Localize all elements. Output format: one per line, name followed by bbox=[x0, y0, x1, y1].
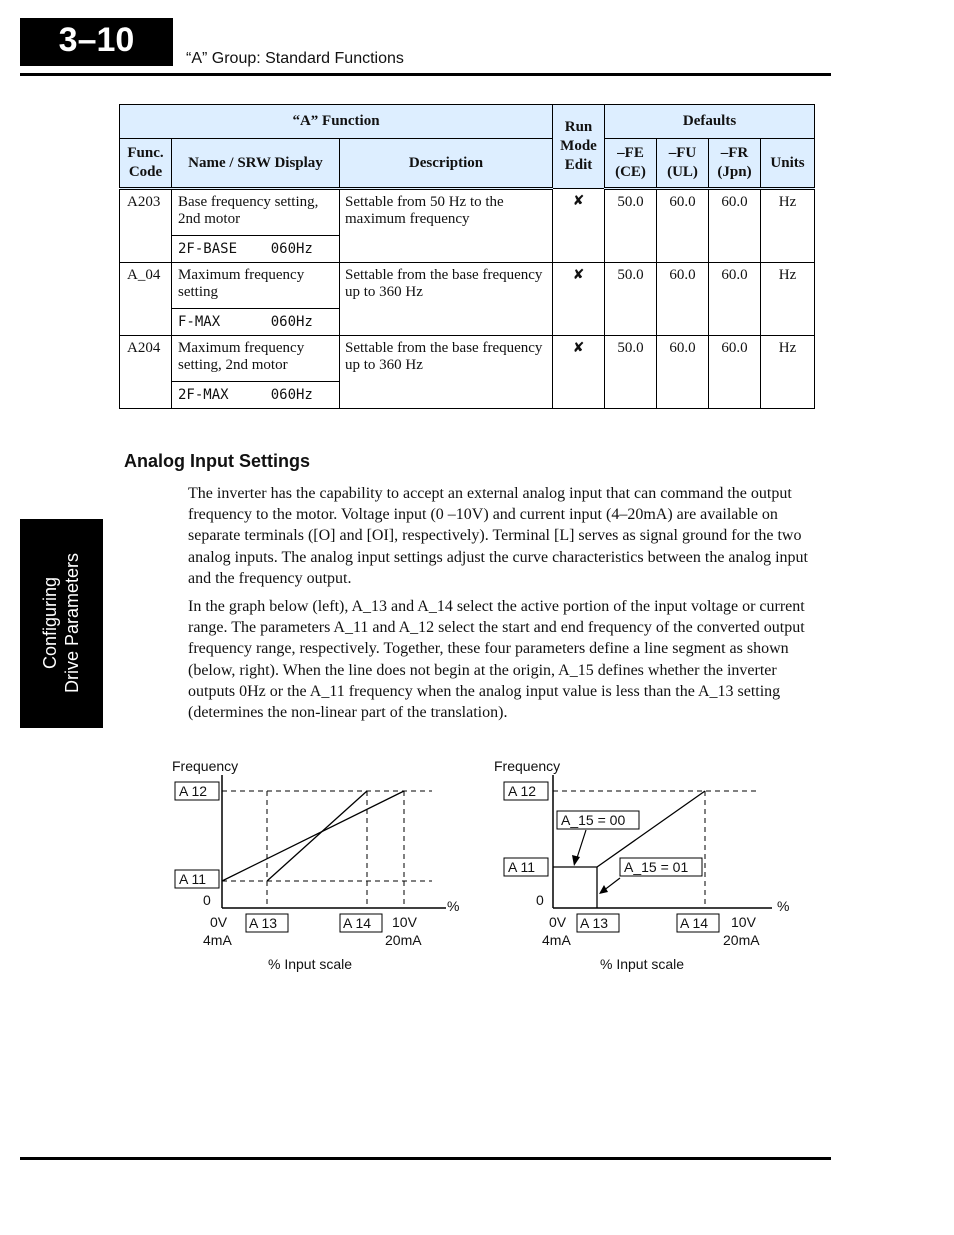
description-cell: Settable from the base frequency up to 360 Hz bbox=[340, 263, 553, 336]
footer-rule bbox=[20, 1157, 831, 1160]
body-paragraph: In the graph below (left), A_13 and A_14 select the active portion of the input voltage or current range. The parameters A_11 and A_12 select the start and end frequency of the converted output frequency range, respectively. Together, these four parameters define a line segment as shown (below, right). When the line does not begin at the origin, A_15 defines whether the inverter outputs 0Hz or the A_11 frequency when the analog input value is less than the A_13 setting (determines the non-linear part of the translation). bbox=[188, 598, 805, 722]
a14-label: A 14 bbox=[343, 915, 372, 931]
a14-label: A 14 bbox=[680, 915, 709, 931]
active-range-line bbox=[267, 791, 367, 881]
fe-default-cell: 50.0 bbox=[605, 263, 657, 336]
running-header-title: “A” Group: Standard Functions bbox=[186, 50, 404, 67]
fr-default-cell: 60.0 bbox=[709, 189, 761, 263]
side-tab-label bbox=[39, 519, 83, 728]
a15-00-arrowhead bbox=[572, 855, 580, 866]
percent-label: % bbox=[777, 898, 790, 914]
x-end-current: 20mA bbox=[723, 932, 760, 948]
fu-default-cell: 60.0 bbox=[657, 336, 709, 409]
a11-label: A 11 bbox=[508, 859, 535, 875]
units-cell: Hz bbox=[761, 263, 815, 336]
srw-display-cell: 2F-MAX 060Hz bbox=[172, 382, 340, 409]
a12-label: A 12 bbox=[179, 783, 208, 799]
percent-label: % bbox=[447, 898, 460, 914]
func-code-cell: A203 bbox=[120, 189, 172, 263]
run-mode-edit-cell: ✘ bbox=[553, 336, 605, 409]
func-code-cell: A204 bbox=[120, 336, 172, 409]
x-start-voltage: 0V bbox=[549, 914, 567, 930]
a15-00-arrow bbox=[576, 830, 586, 861]
side-tab-line-1: Configuring bbox=[40, 576, 60, 670]
fu-default-cell: 60.0 bbox=[657, 189, 709, 263]
x-axis-label: % Input scale bbox=[600, 956, 685, 972]
name-cell: Maximum frequency setting bbox=[172, 263, 340, 309]
section-heading: Analog Input Settings bbox=[124, 451, 310, 471]
fr-header: –FR (Jpn) bbox=[709, 139, 761, 189]
full-range-line bbox=[222, 791, 404, 881]
units-cell: Hz bbox=[761, 189, 815, 263]
page-number: 3–10 bbox=[58, 21, 135, 59]
y-axis-label: Frequency bbox=[494, 758, 561, 774]
a13-label: A 13 bbox=[249, 915, 278, 931]
fe-header: –FE (CE) bbox=[605, 139, 657, 189]
right-input-graph bbox=[490, 750, 800, 980]
fu-header: –FU (UL) bbox=[657, 139, 709, 189]
fr-default-cell: 60.0 bbox=[709, 263, 761, 336]
side-tab-line-2: Drive Parameters bbox=[62, 552, 82, 694]
side-tab bbox=[20, 519, 103, 728]
run-mode-edit-cell: ✘ bbox=[553, 263, 605, 336]
x-end-voltage: 10V bbox=[392, 914, 417, 930]
func-code-header: Func. Code bbox=[120, 139, 172, 189]
units-header: Units bbox=[761, 139, 815, 189]
run-mode-edit-header: Run Mode Edit bbox=[553, 105, 605, 189]
origin-zero-label: 0 bbox=[203, 892, 211, 908]
fr-default-cell: 60.0 bbox=[709, 336, 761, 409]
y-axis-label: Frequency bbox=[172, 758, 239, 774]
page-number-box bbox=[20, 18, 173, 66]
a15-01-label: A_15 = 01 bbox=[624, 859, 689, 875]
x-end-current: 20mA bbox=[385, 932, 422, 948]
x-start-current: 4mA bbox=[203, 932, 232, 948]
a11-label: A 11 bbox=[179, 871, 206, 887]
function-group-header: “A” Function bbox=[120, 105, 553, 139]
a12-label: A 12 bbox=[508, 783, 537, 799]
a15-00-label: A_15 = 00 bbox=[561, 812, 626, 828]
srw-display-cell: F-MAX 060Hz bbox=[172, 309, 340, 336]
x-end-voltage: 10V bbox=[731, 914, 756, 930]
fe-default-cell: 50.0 bbox=[605, 336, 657, 409]
guide-lines bbox=[553, 791, 760, 908]
header-rule bbox=[20, 73, 831, 76]
guide-lines bbox=[222, 791, 432, 908]
body-paragraph: The inverter has the capability to accept an external analog input that can command the output frequency to the motor. Voltage input (0 –10V) and current input (4–20mA) are available on separate terminals ([O] and [OI], respectively). Terminal [L] serves as signal ground for the two analog inputs. The analog input settings adjust the curve characteristics between the analog input and the frequency output. bbox=[188, 485, 808, 587]
defaults-header: Defaults bbox=[605, 105, 815, 139]
origin-zero-label: 0 bbox=[536, 892, 544, 908]
run-mode-edit-cell: ✘ bbox=[553, 189, 605, 263]
x-start-current: 4mA bbox=[542, 932, 571, 948]
parameter-table bbox=[119, 104, 815, 409]
a13-label: A 13 bbox=[580, 915, 609, 931]
x-axis-label: % Input scale bbox=[268, 956, 353, 972]
name-header: Name / SRW Display bbox=[172, 139, 340, 189]
name-cell: Base frequency setting, 2nd motor bbox=[172, 189, 340, 236]
left-input-graph bbox=[160, 750, 470, 980]
name-cell: Maximum frequency setting, 2nd motor bbox=[172, 336, 340, 382]
srw-display-cell: 2F-BASE 060Hz bbox=[172, 236, 340, 263]
description-cell: Settable from 50 Hz to the maximum frequency bbox=[340, 189, 553, 263]
description-header: Description bbox=[340, 139, 553, 189]
fu-default-cell: 60.0 bbox=[657, 263, 709, 336]
x-start-voltage: 0V bbox=[210, 914, 228, 930]
description-cell: Settable from the base frequency up to 360 Hz bbox=[340, 336, 553, 409]
func-code-cell: A_04 bbox=[120, 263, 172, 336]
a15-01-arrowhead bbox=[599, 885, 608, 894]
fe-default-cell: 50.0 bbox=[605, 189, 657, 263]
units-cell: Hz bbox=[761, 336, 815, 409]
